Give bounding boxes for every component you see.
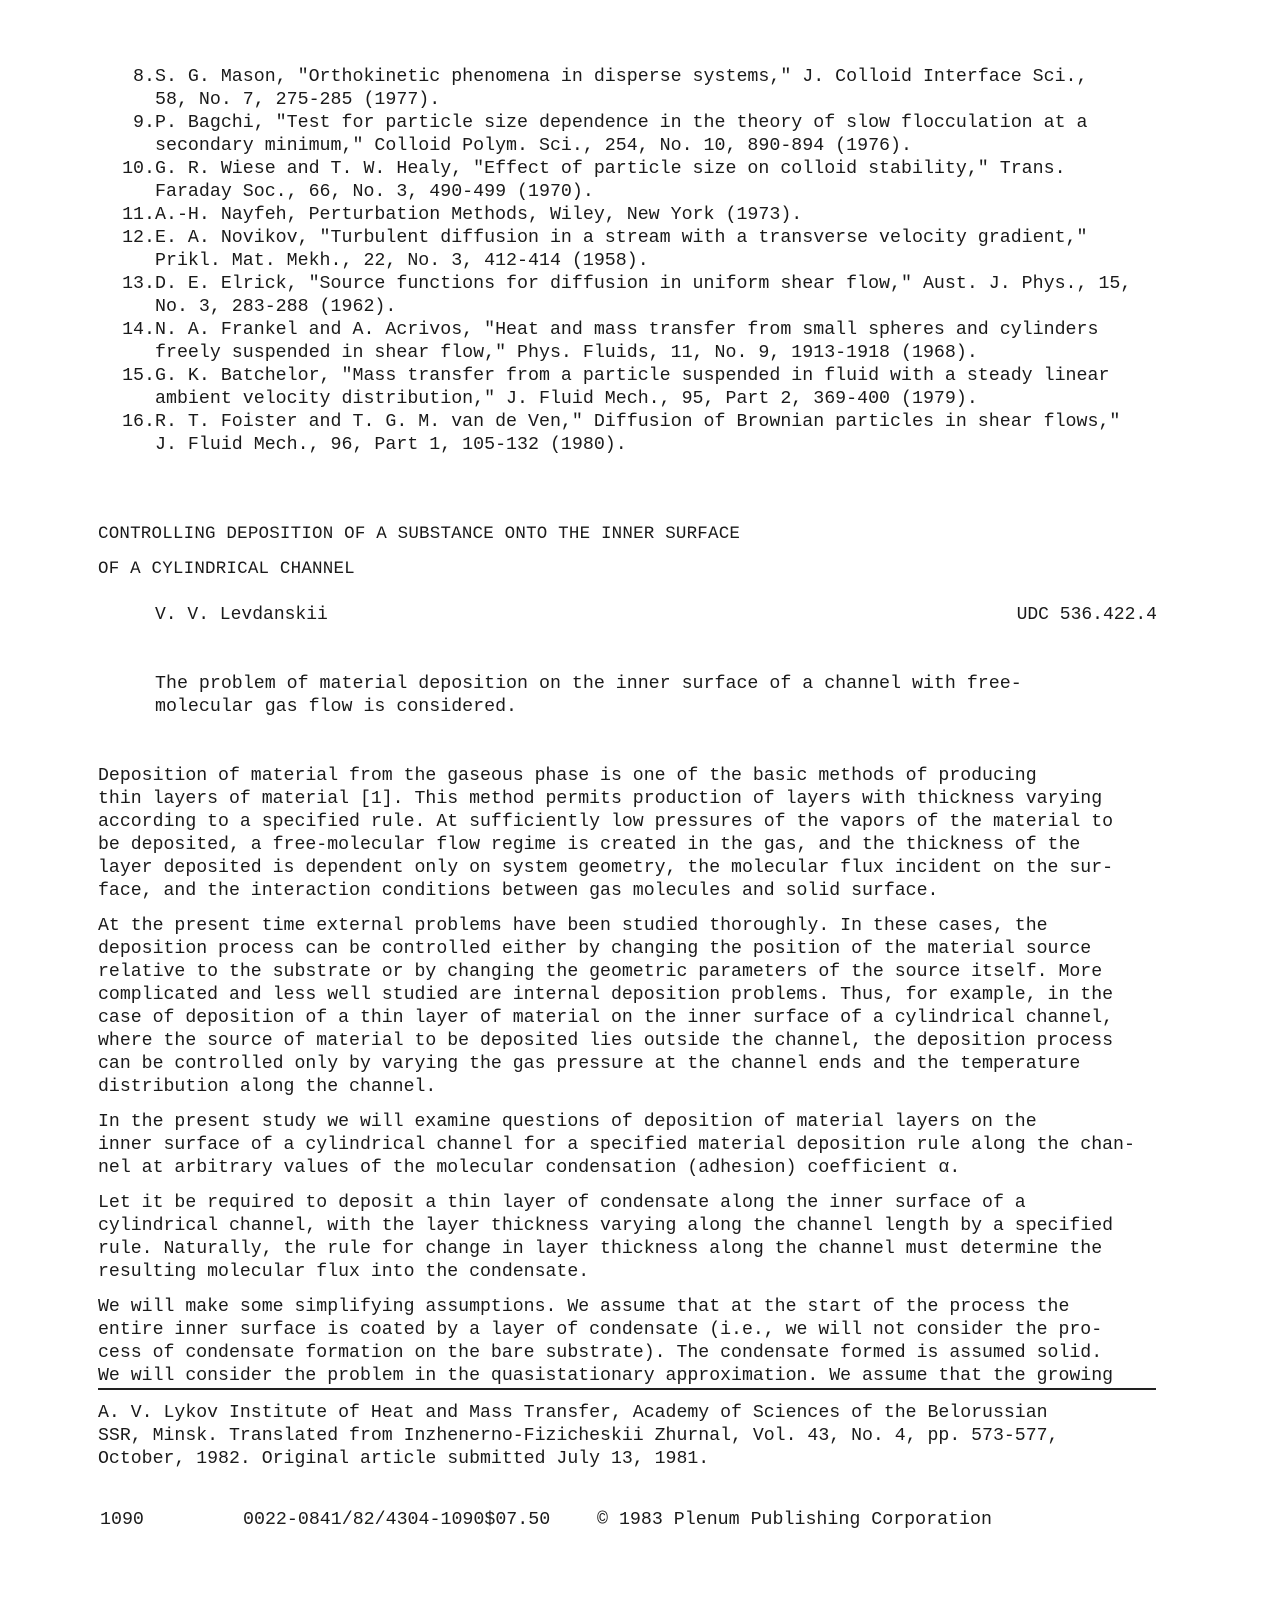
reference-item: 15. G. K. Batchelor, "Mass transfer from a particle suspended in fluid with a steady linear ambient velocity distribution," J. Fluid Mech., 95, Part 2, 369-400 (1979). (98, 365, 1188, 411)
article-code: 0022-0841/82/4304-1090$07.50 (243, 1510, 551, 1530)
reference-text: R. T. Foister and T. G. M. van de Ven," Diffusion of Brownian particles in shear flows," J. Fluid Mech., 96, Part 1, 105-132 (1980). (155, 412, 1121, 455)
paragraph: We will make some simplifying assumptions. We assume that at the start of the process the entire inner surface is coated by a layer of condensate (i.e., we will not consider the pro- cess of condensate formation on the bare substrate). The condensate formed is assumed solid. We will consider the problem in the quasistationary approximation. We assume that the growing (98, 1297, 1114, 1386)
reference-text: A.-H. Nayfeh, Perturbation Methods, Wiley, New York (1973). (155, 205, 803, 225)
article-title-line-1: CONTROLLING DEPOSITION OF A SUBSTANCE ONTO THE INNER SURFACE (98, 524, 741, 544)
reference-item: 11. A.-H. Nayfeh, Perturbation Methods, Wiley, New York (1973). (98, 204, 1188, 227)
reference-item: 16. R. T. Foister and T. G. M. van de Ven," Diffusion of Brownian particles in shear flows," J. Fluid Mech., 96, Part 1, 105-132 (1980). (98, 411, 1188, 457)
paragraph: Deposition of material from the gaseous phase is one of the basic methods of producing thin layers of material [1]. This method permits production of layers with thickness varying according to a specified rule. At sufficiently low pressures of the vapors of the material to be deposited, a free-molecular flow regime is created in the gas, and the thickness of the layer deposited is dependent only on system geometry, the molecular flux incident on the sur- face, and the interaction conditions between gas molecules and solid surface. (98, 766, 1114, 901)
article-body (98, 765, 1173, 1400)
reference-item: 13. D. E. Elrick, "Source functions for diffusion in uniform shear flow," Aust. J. Phys., 15, No. 3, 283-288 (1962). (98, 273, 1188, 319)
reference-item: 8. S. G. Mason, "Orthokinetic phenomena in disperse systems," J. Colloid Interface Sci., 58, No. 7, 275-285 (1977). (98, 66, 1188, 112)
reference-text: E. A. Novikov, "Turbulent diffusion in a stream with a transverse velocity gradient," Prikl. Mat. Mekh., 22, No. 3, 412-414 (1958). (155, 228, 1088, 271)
author: V. V. Levdanskii (155, 605, 328, 625)
reference-list (98, 66, 1188, 457)
paragraph: Let it be required to deposit a thin layer of condensate along the inner surface of a cylindrical channel, with the layer thickness varying along the channel length by a specified rule. Naturally, the rule for change in layer thickness along the channel must determine the resulting molecular flux into the condensate. (98, 1193, 1114, 1282)
reference-item: 12. E. A. Novikov, "Turbulent diffusion in a stream with a transverse velocity gradient," Prikl. Mat. Mekh., 22, No. 3, 412-414 (1958). (98, 227, 1188, 273)
article-title-line-2: OF A CYLINDRICAL CHANNEL (98, 559, 355, 579)
paragraph: In the present study we will examine questions of deposition of material layers on the inner surface of a cylindrical channel for a specified material deposition rule along the chan- nel at arbitrary values of the molecular condensation (adhesion) coefficient α. (98, 1112, 1135, 1178)
udc-code: UDC 536.422.4 (1016, 605, 1157, 625)
reference-item: 14. N. A. Frankel and A. Acrivos, "Heat and mass transfer from small spheres and cylinders freely suspended in shear flow," Phys. Fluids, 11, No. 9, 1913-1918 (1968). (98, 319, 1188, 365)
copyright: © 1983 Plenum Publishing Corporation (597, 1510, 992, 1530)
reference-text: P. Bagchi, "Test for particle size dependence in the theory of slow flocculation at a secondary minimum," Colloid Polym. Sci., 254, No. 10, 890-894 (1976). (155, 113, 1088, 156)
footnote: A. V. Lykov Institute of Heat and Mass Transfer, Academy of Sciences of the Belorussian SSR, Minsk. Translated from Inzhenerno-Fizicheskii Zhurnal, Vol. 43, No. 4, pp. 573-577, October, 1982. Original article submitted July 13, 1981. (98, 1403, 1059, 1469)
abstract: The problem of material deposition on the inner surface of a channel with free- molecular gas flow is considered. (155, 674, 1022, 717)
reference-text: N. A. Frankel and A. Acrivos, "Heat and mass transfer from small spheres and cylinders freely suspended in shear flow," Phys. Fluids, 11, No. 9, 1913-1918 (1968). (155, 320, 1099, 363)
reference-text: S. G. Mason, "Orthokinetic phenomena in disperse systems," J. Colloid Interface Sci., 58, No. 7, 275-285 (1977). (155, 67, 1088, 110)
reference-text: D. E. Elrick, "Source functions for diffusion in uniform shear flow," Aust. J. Phys., 15, No. 3, 283-288 (1962). (155, 274, 1132, 317)
page-number: 1090 (100, 1510, 144, 1530)
reference-item: 10. G. R. Wiese and T. W. Healy, "Effect of particle size on colloid stability," Trans. Faraday Soc., 66, No. 3, 490-499 (1970). (98, 158, 1188, 204)
reference-text: G. K. Batchelor, "Mass transfer from a particle suspended in fluid with a steady linear ambient velocity distribution," J. Fluid Mech., 95, Part 2, 369-400 (1979). (155, 366, 1110, 409)
footnote-divider (98, 1388, 1156, 1390)
reference-item: 9. P. Bagchi, "Test for particle size dependence in the theory of slow flocculation at a secondary minimum," Colloid Polym. Sci., 254, No. 10, 890-894 (1976). (98, 112, 1188, 158)
paragraph: At the present time external problems have been studied thoroughly. In these cases, the deposition process can be controlled either by changing the position of the material source relative to the substrate or by changing the geometric parameters of the source itself. More complicated and less well studied are internal deposition problems. Thus, for example, in the case of deposition of a thin layer of material on the inner surface of a cylindrical channel, where the source of material to be deposited lies outside the channel, the deposition process can be controlled only by varying the gas pressure at the channel ends and the temperature distribution along the channel. (98, 916, 1114, 1097)
reference-text: G. R. Wiese and T. W. Healy, "Effect of particle size on colloid stability," Trans. Faraday Soc., 66, No. 3, 490-499 (1970). (155, 159, 1066, 202)
